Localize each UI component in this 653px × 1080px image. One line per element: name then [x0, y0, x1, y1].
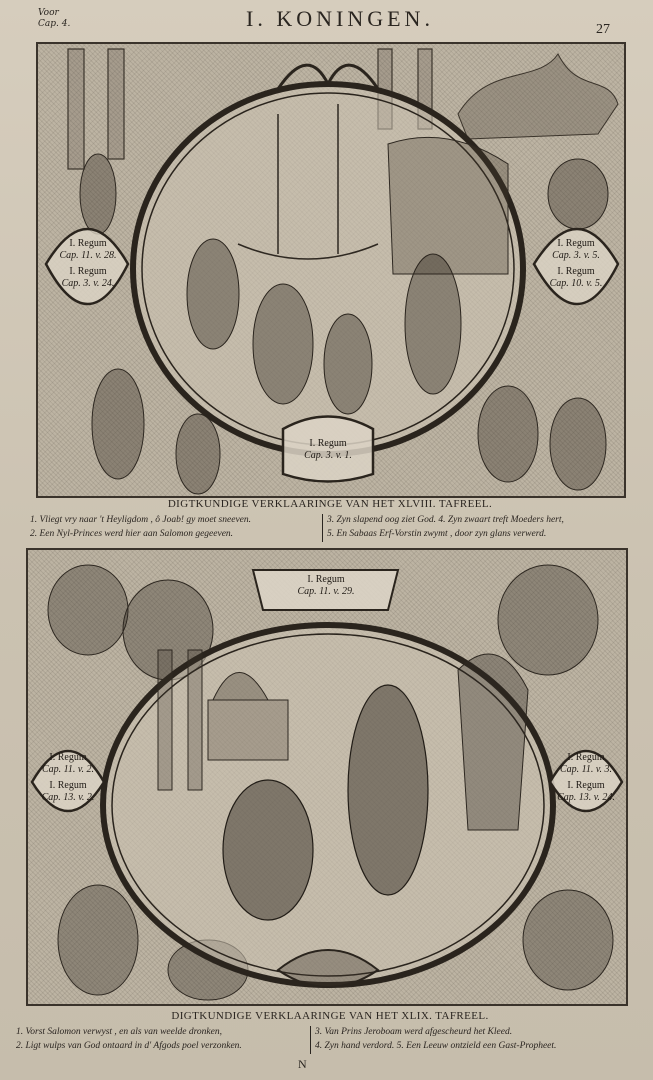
- verse-top-3: 3. Zyn slapend oog ziet God. 4. Zyn zwaart treft Moeders hert,: [327, 515, 564, 525]
- cartouche-top-right-lower: [536, 266, 616, 290]
- verse-divider-top: [322, 514, 323, 542]
- cartouche-bottom-top: [278, 574, 374, 598]
- page-number: 27: [596, 22, 610, 37]
- cartouche-reference: Cap. 11. v. 3.: [559, 764, 613, 775]
- cartouche-reference: Cap. 11. v. 28.: [59, 250, 117, 261]
- verse-bottom-3: 3. Van Prins Jeroboam werd afgescheurd het Kleed.: [315, 1027, 513, 1037]
- cartouche-reference: Cap. 11. v. 29.: [297, 586, 355, 597]
- cartouche-bottom-left-lower: [32, 780, 104, 804]
- cartouche-bottom-right-lower: [550, 780, 622, 804]
- cartouche-reference: Cap. 3. v. 1.: [304, 450, 352, 461]
- verse-bottom-4: 4. Zyn hand verdord. 5. Een Leeuw ontzield een Gast-Propheet.: [315, 1041, 557, 1051]
- verse-divider-bottom: [310, 1026, 311, 1054]
- cartouche-top-left-upper: [48, 238, 128, 262]
- cartouche-reference: Cap. 11. v. 2.: [41, 764, 95, 775]
- cartouche-title: I. Regum: [69, 238, 107, 249]
- page-title: I. KONINGEN.: [246, 6, 434, 31]
- engraving-plate-bottom: [26, 548, 628, 1006]
- chapter-reference-line1: Voor: [38, 8, 59, 18]
- verse-bottom-2: 2. Ligt wulps van God ontaard in d' Afgods poel verzonken.: [16, 1041, 242, 1051]
- cartouche-title: I. Regum: [307, 574, 345, 585]
- cartouche-reference: Cap. 3. v. 24.: [61, 278, 115, 289]
- cartouche-title: I. Regum: [309, 438, 347, 449]
- cartouche-top-right-upper: [536, 238, 616, 262]
- verse-bottom-1: 1. Vorst Salomon verwyst , en als van weelde dronken,: [16, 1027, 222, 1037]
- cartouche-bottom-left-upper: [32, 752, 104, 776]
- engraving-plate-top: [36, 42, 626, 498]
- cartouche-top-bottom: [288, 438, 368, 462]
- verse-top-2: 2. Een Nyl-Princes werd hier aan Salomon gegeeven.: [30, 529, 234, 539]
- cartouche-reference: Cap. 13. v. 24.: [557, 792, 615, 803]
- caption-title-top: DIGTKUNDIGE VERKLAARINGE VAN HET XLVIII. TAFREEL.: [167, 498, 493, 510]
- cartouche-reference: Cap. 3. v. 5.: [552, 250, 600, 261]
- chapter-reference-line2: Cap. 4.: [38, 19, 71, 29]
- cartouche-bottom-right-upper: [550, 752, 622, 776]
- cartouche-reference: Cap. 10. v. 5.: [549, 278, 603, 289]
- chapter-reference: [38, 8, 70, 30]
- cartouche-title: I. Regum: [49, 752, 87, 763]
- verse-top-4: 5. En Sabaas Erf-Vorstin zwymt , door zyn glans verwerd.: [327, 529, 547, 539]
- cartouche-title: I. Regum: [567, 752, 605, 763]
- signature-mark: N: [298, 1057, 307, 1071]
- cartouche-title: I. Regum: [567, 780, 605, 791]
- cartouche-reference: Cap. 13. v. 2.: [41, 792, 95, 803]
- engraving-bottom-art: [28, 550, 626, 1004]
- cartouche-title: I. Regum: [557, 238, 595, 249]
- cartouche-title: I. Regum: [69, 266, 107, 277]
- cartouche-top-left-lower: [48, 266, 128, 290]
- cartouche-title: I. Regum: [557, 266, 595, 277]
- cartouche-title: I. Regum: [49, 780, 87, 791]
- verse-top-1: 1. Vliegt vry naar 't Heyligdom , ô Joab! gy moet sneeven.: [30, 515, 251, 525]
- caption-title-bottom: DIGTKUNDIGE VERKLAARINGE VAN HET XLIX. TAFREEL.: [171, 1010, 489, 1022]
